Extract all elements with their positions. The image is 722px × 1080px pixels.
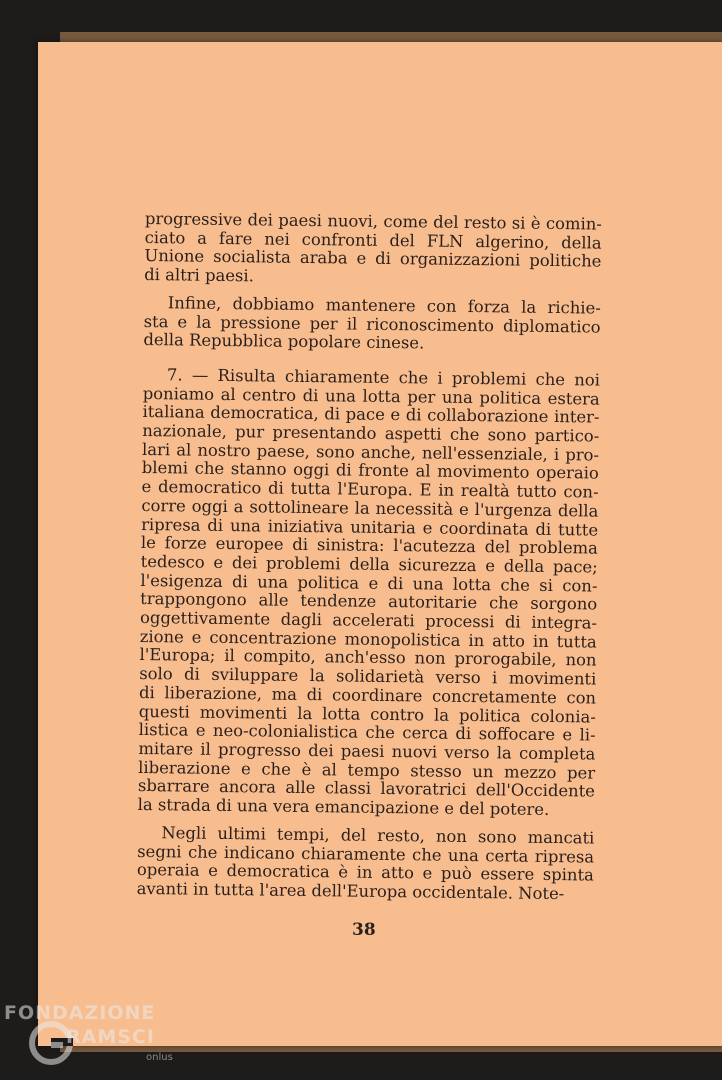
text-line: l'esigenza di una politica e di una lotta che si con-: [140, 570, 598, 596]
page-number: 38: [352, 920, 376, 940]
text-line: la strada di una vera emancipazione e del potere.: [137, 795, 550, 820]
text-line: di altri paesi.: [144, 265, 254, 286]
watermark-line2: RAMSCI: [66, 1026, 155, 1048]
paragraph-p1: [144, 210, 602, 290]
text-line: corre oggi a sottolineare la necessità e l'urgenza della: [141, 495, 599, 521]
text-line: Negli ultimi tempi, del resto, non sono mancati: [161, 823, 595, 848]
text-line: questi movimenti la lotta contro la politica colonia-: [138, 701, 596, 727]
text-line: nazionale, pur presentando aspetti che sono partico-: [142, 421, 600, 446]
text-line: liberazione e che è al tempo stesso un mezzo per: [138, 757, 596, 783]
text-line: segni che indicano chiaramente che una certa ripresa: [137, 841, 595, 867]
text-line: italiana democratica, di pace e di collaborazione inter-: [142, 402, 600, 427]
text-line: ripresa di una iniziativa unitaria e coordinata di tutte: [141, 514, 599, 540]
text-line: zione e concentrazione monopolistica in atto in tutta: [139, 626, 597, 652]
text-line: poniamo al centro di una lotta per una politica estera: [142, 383, 600, 409]
paragraph-p4: [137, 824, 595, 904]
text-line: 7. — Risulta chiaramente che i problemi che noi: [166, 365, 601, 390]
text-line: trappongono alle tendenze autoritarie che sorgono: [140, 589, 598, 614]
watermark-line1: FONDAZIONE: [4, 1002, 156, 1024]
text-line: listica e neo-colonialistica che cerca di soffocare e li-: [138, 720, 596, 745]
text-line: ciato a fare nei confronti del FLN algerino, della: [144, 227, 602, 253]
text-line: lari al nostro paese, sono anche, nell'essenziale, i pro-: [141, 439, 600, 465]
paragraph-p2: [143, 294, 601, 356]
watermark: [4, 998, 204, 1078]
text-line: sta e la pressione per il riconoscimento diplomatico: [143, 311, 601, 337]
text-line: avanti in tutta l'area dell'Europa occidentale. Note-: [136, 878, 565, 904]
text-line: blemi che stanno oggi di fronte al movimento operaio: [141, 458, 599, 484]
body-text: [137, 210, 602, 904]
text-line: l'Europa; il compito, anch'esso non prorogabile, non: [139, 645, 597, 671]
text-line: solo di sviluppare la solidarietà verso i movimenti: [139, 664, 597, 689]
text-line: Unione socialista araba e di organizzazioni politiche: [144, 246, 602, 271]
watermark-suffix: onlus: [146, 1052, 173, 1063]
text-line: oggettivamente dagli accelerati processi di integra-: [139, 608, 598, 633]
text-line: tedesco e dei problemi della sicurezza e della pace;: [140, 551, 598, 577]
text-line: mitare il progresso dei paesi nuovi verso la completa: [138, 738, 596, 764]
text-line: di liberazione, ma di coordinare concretamente con: [138, 682, 597, 708]
text-line: le forze europee di sinistra: l'acutezza del problema: [140, 533, 599, 558]
text-line: sbarrare ancora alle classi lavoratrici dell'Occidente: [137, 776, 596, 801]
paragraph-p3: [138, 366, 600, 820]
text-line: della Repubblica popolare cinese.: [143, 330, 425, 353]
text-line: Infine, dobbiamo mantenere con forza la richie-: [167, 293, 601, 318]
document-page: [38, 42, 722, 1046]
text-line: operaia e democratica è in atto e può essere spinta: [136, 860, 595, 885]
text-line: progressive dei paesi nuovi, come del resto si è comin-: [144, 209, 602, 234]
text-line: e democratico di tutta l'Europa. E in realtà tutto con-: [141, 477, 599, 502]
